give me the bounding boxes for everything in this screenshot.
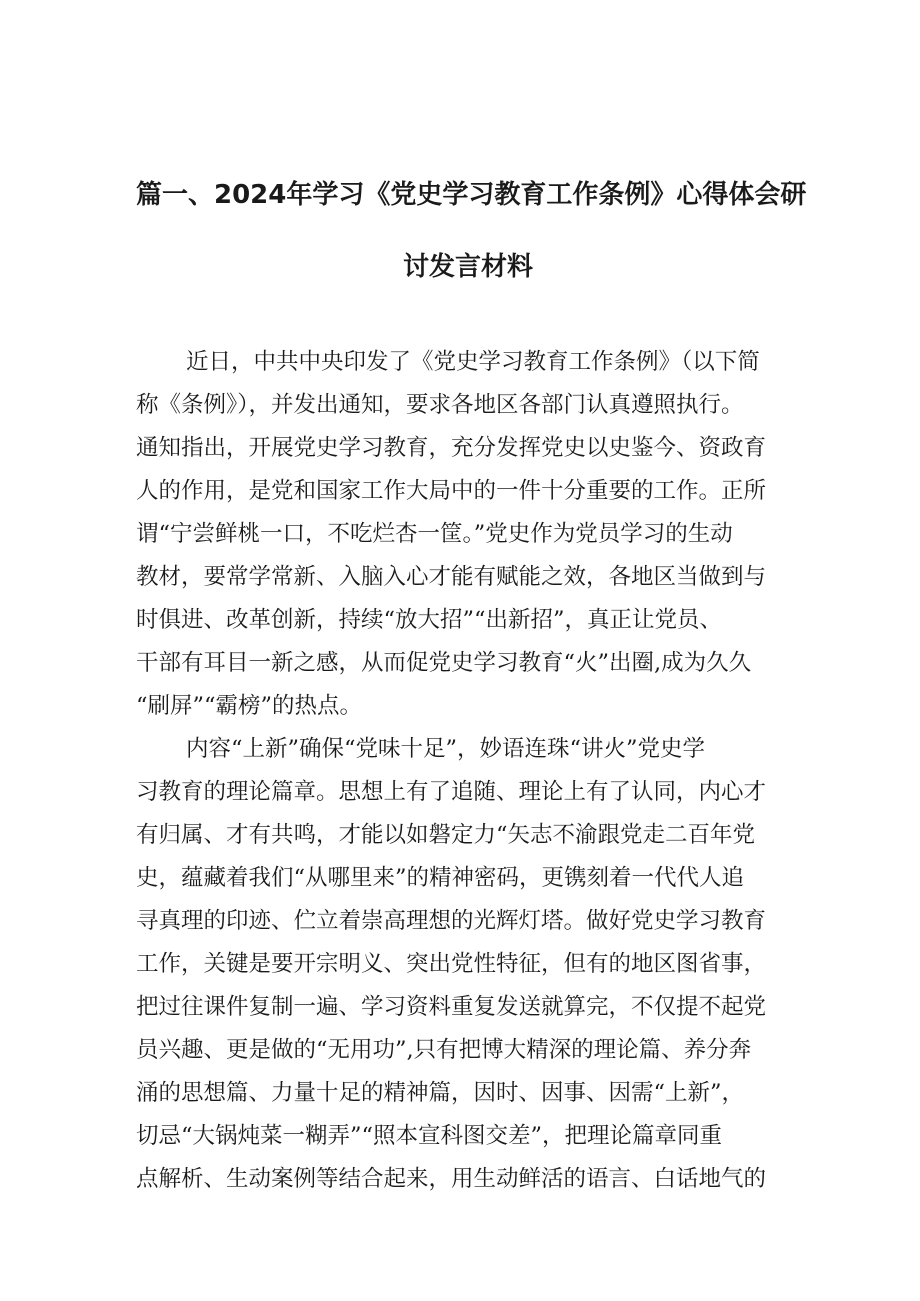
paragraph-2-line: 切忌“大锅炖菜一糊弄”“照本宣科图交差”，把理论篇章同重 [136,1123,723,1149]
document-title-line-2: 讨发言材料 [403,252,534,282]
paragraph-1-line: 通知指出，开展党史学习教育，充分发挥党史以史鉴今、资政育 [136,435,767,461]
document-title-line-1: 篇一、2024年学习《党史学习教育工作条例》心得体会研 [136,180,807,210]
paragraph-1-line: 教材，要常学常新、入脑入心才能有赋能之效，各地区当做到与 [136,564,767,590]
paragraph-2-line: 习教育的理论篇章。思想上有了追随、理论上有了认同，内心才 [136,779,767,805]
paragraph-2-line: 寻真理的印迹、伫立着崇高理想的光辉灯塔。做好党史学习教育 [136,908,767,934]
paragraph-1-line: 谓“宁尝鲜桃一口，不吃烂杏一筐。”党史作为党员学习的生动 [136,521,733,547]
paragraph-1-line: 时俱进、改革创新，持续“放大招”“出新招”，真正让党员、 [136,607,723,633]
paragraph-2-line: 员兴趣、更是做的“无用功”,只有把博大精深的理论篇、养分奔 [136,1037,752,1063]
paragraph-2-line: 史，蕴藏着我们“从哪里来”的精神密码，更镌刻着一代代人追 [136,865,745,891]
paragraph-1-line: “刷屏”“霸榜”的热点。 [136,693,363,719]
paragraph-2-line: 工作，关键是要开宗明义、突出党性特征，但有的地区图省事， [136,951,767,977]
paragraph-2-line: 把过往课件复制一遍、学习资料重复发送就算完，不仅提不起党 [136,994,767,1020]
paragraph-2-line: 涌的思想篇、力量十足的精神篇，因时、因事、因需“上新”， [136,1080,745,1106]
paragraph-1-line: 干部有耳目一新之感，从而促党史学习教育“火”出圈,成为久久 [136,650,752,676]
paragraph-2-line: 有归属、才有共鸣，才能以如磐定力“矢志不渝跟党走二百年党 [136,822,756,848]
paragraph-1-line: 称《条例》），并发出通知，要求各地区各部门认真遵照执行。 [136,392,744,418]
paragraph-1-line: 近日，中共中央印发了《党史学习教育工作条例》（以下简 [186,349,760,375]
paragraph-2-line: 点解析、生动案例等结合起来，用生动鲜活的语言、白话地气的 [136,1166,767,1192]
paragraph-1-line: 人的作用，是党和国家工作大局中的一件十分重要的工作。正所 [136,478,767,504]
paragraph-2-line: 内容“上新”确保“党味十足”，妙语连珠“讲火”党史学 [186,736,706,762]
